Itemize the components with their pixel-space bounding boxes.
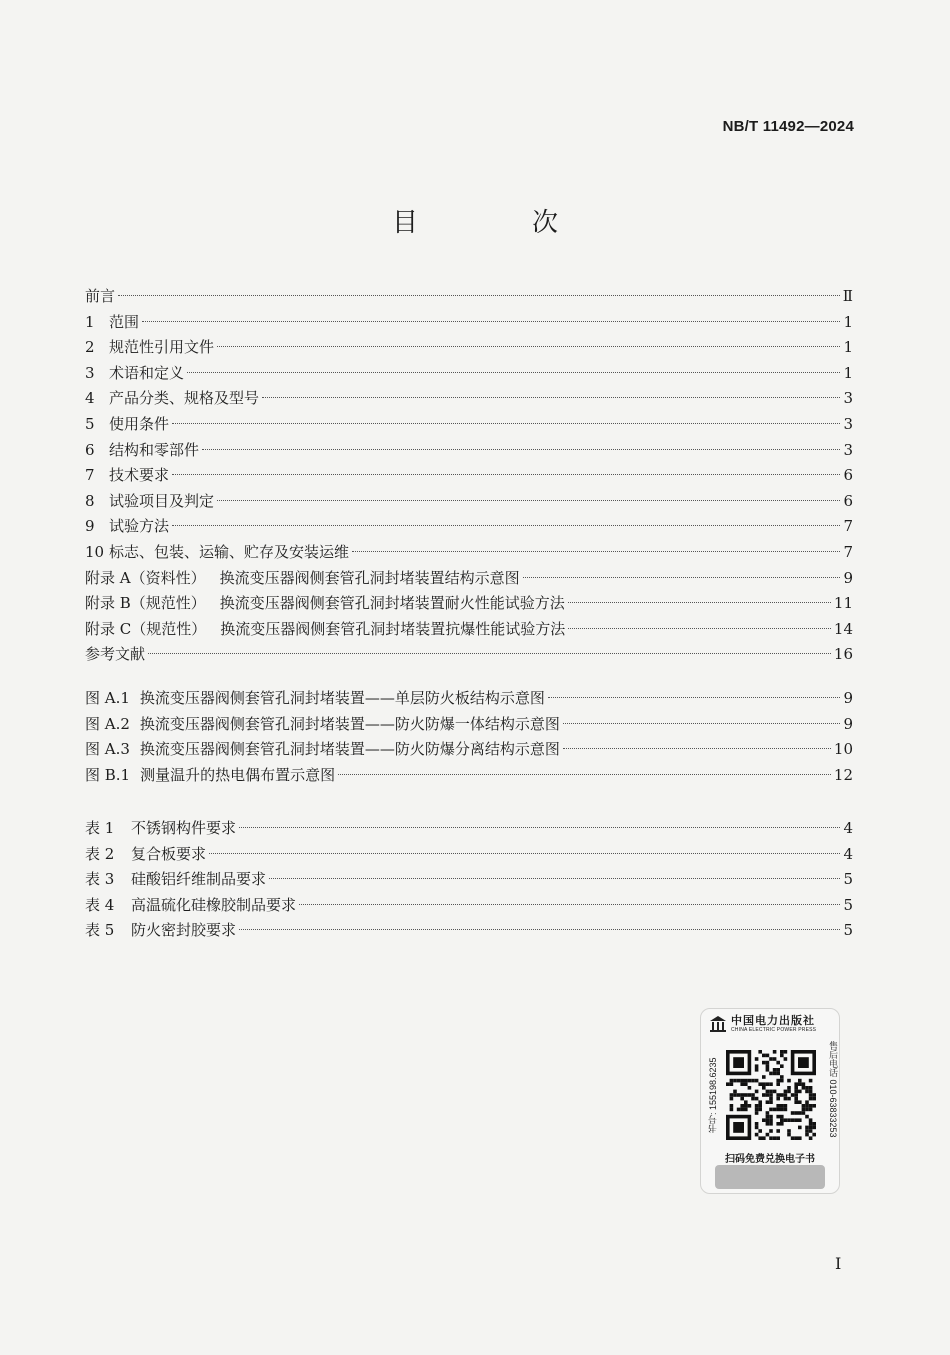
- toc-entry-page: 3: [843, 440, 853, 459]
- leader-dots: [299, 904, 840, 905]
- toc-entry-label: 结构和零部件: [109, 440, 200, 459]
- leader-dots: [563, 748, 831, 749]
- toc-entry-number: 表 4: [85, 895, 115, 914]
- toc-entry-page: 7: [843, 542, 853, 561]
- leader-dots: [568, 628, 831, 629]
- toc-entry-label: 范围: [109, 312, 140, 331]
- toc-entry[interactable]: [85, 591, 853, 617]
- toc-entry-label: 高温硫化硅橡胶制品要求: [131, 895, 297, 914]
- leader-dots: [118, 295, 840, 296]
- toc-entry-page: 1: [843, 312, 853, 331]
- toc-entry-number: 1: [85, 312, 95, 331]
- toc-entry-page: 12: [833, 765, 853, 784]
- toc-entry-label: 使用条件: [109, 414, 170, 433]
- toc-entry-page: 4: [843, 819, 853, 837]
- toc-entry[interactable]: [85, 361, 853, 387]
- toc-entry[interactable]: [85, 712, 853, 738]
- toc-entry[interactable]: [85, 893, 853, 919]
- toc-entry-number: 6: [85, 440, 95, 459]
- toc-entry[interactable]: [85, 489, 853, 515]
- toc-entry-number: 前言: [85, 287, 116, 305]
- toc-entry-number: 附录 A（资料性）: [85, 568, 206, 587]
- toc-entry[interactable]: [85, 463, 853, 489]
- toc-entry-page: 5: [843, 895, 853, 914]
- toc-entry-number: 图 A.1: [85, 689, 130, 707]
- leader-dots: [209, 853, 840, 854]
- toc-entry-page: 6: [843, 466, 853, 485]
- toc-entry[interactable]: [85, 642, 853, 668]
- leader-dots: [148, 653, 831, 654]
- toc-entry-page: 5: [843, 870, 853, 889]
- toc-sections: [85, 284, 853, 668]
- toc-entry-page: 3: [843, 414, 853, 433]
- standard-code: NB/T 11492—2024: [722, 118, 854, 135]
- leader-dots: [568, 602, 831, 603]
- page-number: I: [835, 1254, 842, 1273]
- toc-entry[interactable]: [85, 763, 853, 789]
- leader-dots: [239, 929, 840, 930]
- publisher-name-cn: 中国电力出版社: [731, 1014, 815, 1027]
- toc-entry[interactable]: [85, 386, 853, 412]
- toc-entry-page: 9: [843, 568, 853, 587]
- leader-dots: [187, 372, 840, 373]
- toc-entry-label: 换流变压器阀侧套管孔洞封堵装置耐火性能试验方法: [219, 594, 565, 613]
- toc-entry-page: Ⅱ: [842, 287, 853, 305]
- leader-dots: [172, 525, 840, 526]
- isbn-text: 书号: 155198.6235: [708, 1057, 718, 1133]
- toc-entry[interactable]: [85, 335, 853, 361]
- toc-entry-page: 3: [843, 389, 853, 408]
- toc-entry[interactable]: [85, 686, 853, 712]
- toc-entry-number: 3: [85, 363, 95, 382]
- toc-entry[interactable]: [85, 617, 853, 643]
- toc-entry-number: 表 5: [85, 921, 115, 940]
- toc-entry-number: 5: [85, 414, 95, 433]
- toc-entry-number: 图 A.2: [85, 714, 130, 733]
- toc-entry-page: 5: [843, 921, 853, 940]
- leader-dots: [217, 500, 840, 501]
- toc-entry-number: 表 2: [85, 844, 115, 863]
- toc-entry[interactable]: [85, 566, 853, 592]
- toc-entry[interactable]: [85, 540, 853, 566]
- toc-entry-number: 表 1: [85, 819, 115, 837]
- toc-entry-page: 6: [843, 491, 853, 510]
- toc-entry[interactable]: [85, 842, 853, 868]
- toc-entry-page: 14: [833, 619, 853, 638]
- leader-dots: [563, 723, 841, 724]
- toc-entry[interactable]: [85, 310, 853, 336]
- toc-entry[interactable]: [85, 918, 853, 944]
- toc-entry-page: 9: [843, 689, 853, 707]
- leader-dots: [523, 577, 841, 578]
- toc-entry-label: 试验项目及判定: [109, 491, 215, 510]
- toc-entry-page: 7: [843, 517, 853, 536]
- leader-dots: [548, 697, 841, 698]
- toc-entry-label: 防火密封胶要求: [131, 921, 237, 940]
- toc-entry[interactable]: [85, 438, 853, 464]
- leader-dots: [172, 474, 840, 475]
- toc-entry[interactable]: [85, 284, 853, 310]
- toc-entry-number: 附录 C（规范性）: [85, 619, 207, 638]
- leader-dots: [202, 449, 840, 450]
- leader-dots: [352, 551, 840, 552]
- publisher-name-en: CHINA ELECTRIC POWER PRESS: [731, 1027, 817, 1033]
- toc-entry-label: 技术要求: [109, 466, 170, 485]
- toc-entry-label: 换流变压器阀侧套管孔洞封堵装置抗爆性能试验方法: [220, 619, 566, 638]
- toc-entry[interactable]: [85, 867, 853, 893]
- toc-figures: [85, 686, 853, 788]
- scan-instruction: 扫码免费兑换电子书: [725, 1154, 815, 1165]
- toc-entry[interactable]: [85, 412, 853, 438]
- leader-dots: [142, 321, 840, 322]
- toc-entry-number: 9: [85, 517, 95, 536]
- toc-entry-label: 规范性引用文件: [109, 338, 215, 357]
- toc-entry-page: 10: [833, 740, 853, 759]
- toc-entry-label: 硅酸铝纤维制品要求: [131, 870, 267, 889]
- toc-entry-number: 图 B.1: [85, 765, 131, 784]
- toc-entry-label: 复合板要求: [131, 844, 207, 863]
- toc-entry-label: 标志、包装、运输、贮存及安装运维: [109, 542, 350, 561]
- qr-code[interactable]: [726, 1045, 816, 1145]
- toc-entry-number: 4: [85, 389, 95, 408]
- toc-entry-label: 产品分类、规格及型号: [109, 389, 260, 408]
- toc-entry-number: 附录 B（规范性）: [85, 594, 206, 613]
- toc-entry-label: 测量温升的热电偶布置示意图: [140, 765, 336, 784]
- toc-entry-number: 10: [85, 542, 105, 561]
- toc-entry-label: 试验方法: [109, 517, 170, 536]
- toc-entry-label: 换流变压器阀侧套管孔洞封堵装置——防火防爆分离结构示意图: [139, 740, 560, 759]
- toc-entry-number: 8: [85, 491, 95, 510]
- leader-dots: [172, 423, 840, 424]
- toc-entry-label: 换流变压器阀侧套管孔洞封堵装置——单层防火板结构示意图: [139, 689, 545, 707]
- toc-entry-page: 16: [833, 645, 853, 664]
- toc-entry-page: 1: [843, 363, 853, 382]
- toc-entry-number: 参考文献: [85, 645, 146, 664]
- leader-dots: [239, 827, 840, 828]
- toc-tables: [85, 816, 853, 944]
- toc-entry-page: 9: [843, 714, 853, 733]
- hotline-text: 售后电话 010-63833253: [828, 1041, 838, 1138]
- toc-entry-label: 换流变压器阀侧套管孔洞封堵装置结构示意图: [219, 568, 520, 587]
- toc-entry-page: 4: [843, 844, 853, 863]
- toc-entry-number: 2: [85, 338, 95, 357]
- leader-dots: [269, 878, 840, 879]
- qr-ebook-card[interactable]: [700, 1008, 840, 1194]
- leader-dots: [217, 346, 840, 347]
- toc-entry-label: 换流变压器阀侧套管孔洞封堵装置——防火防爆一体结构示意图: [139, 714, 560, 733]
- toc-entry-label: 术语和定义: [109, 363, 185, 382]
- toc-entry[interactable]: [85, 737, 853, 763]
- scratch-off-code[interactable]: [715, 1165, 825, 1189]
- toc-entry-page: 1: [843, 338, 853, 357]
- toc-entry-number: 表 3: [85, 870, 115, 889]
- toc-entry-number: 7: [85, 466, 95, 485]
- leader-dots: [262, 397, 840, 398]
- publisher-brand: [709, 1015, 831, 1033]
- toc-entry-page: 11: [833, 594, 853, 613]
- toc-entry[interactable]: [85, 514, 853, 540]
- toc-entry[interactable]: [85, 816, 853, 842]
- toc-entry-number: 图 A.3: [85, 740, 130, 759]
- building-logo-icon: [709, 1015, 727, 1033]
- leader-dots: [338, 774, 831, 775]
- page-title: 目 次: [391, 208, 602, 238]
- toc-entry-label: 不锈钢构件要求: [131, 819, 237, 837]
